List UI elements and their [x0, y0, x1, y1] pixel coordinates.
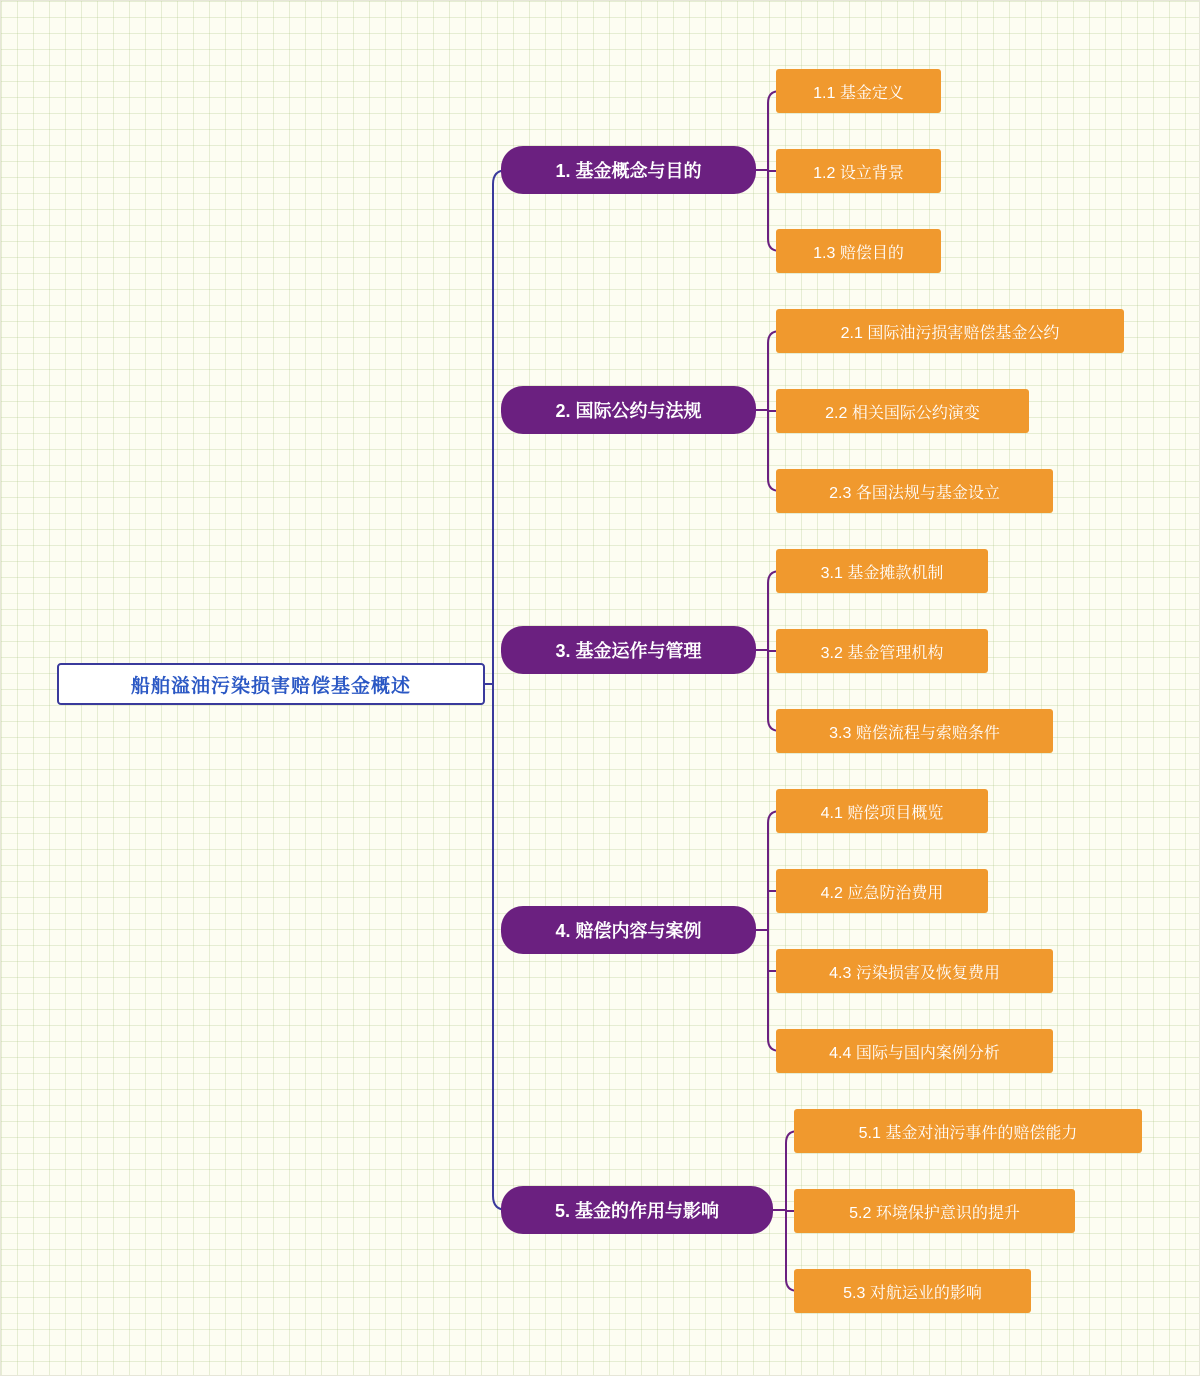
leaf-node-2-3[interactable]: 2.3 各国法规与基金设立 — [776, 469, 1053, 513]
leaf-node-3-1[interactable]: 3.1 基金摊款机制 — [776, 549, 988, 593]
leaf-node-4-4[interactable]: 4.4 国际与国内案例分析 — [776, 1029, 1053, 1073]
root-node[interactable]: 船舶溢油污染损害赔偿基金概述 — [57, 663, 485, 705]
branch-node-4[interactable]: 4. 赔偿内容与案例 — [501, 906, 756, 954]
leaf-node-1-3[interactable]: 1.3 赔偿目的 — [776, 229, 941, 273]
leaf-node-4-3[interactable]: 4.3 污染损害及恢复费用 — [776, 949, 1053, 993]
leaf-node-5-3[interactable]: 5.3 对航运业的影响 — [794, 1269, 1031, 1313]
leaf-node-4-2[interactable]: 4.2 应急防治费用 — [776, 869, 988, 913]
leaf-node-1-2[interactable]: 1.2 设立背景 — [776, 149, 941, 193]
leaf-node-3-2[interactable]: 3.2 基金管理机构 — [776, 629, 988, 673]
branch-node-5[interactable]: 5. 基金的作用与影响 — [501, 1186, 773, 1234]
branch-node-3[interactable]: 3. 基金运作与管理 — [501, 626, 756, 674]
leaf-node-3-3[interactable]: 3.3 赔偿流程与索赔条件 — [776, 709, 1053, 753]
leaf-node-5-1[interactable]: 5.1 基金对油污事件的赔偿能力 — [794, 1109, 1142, 1153]
leaf-node-2-1[interactable]: 2.1 国际油污损害赔偿基金公约 — [776, 309, 1124, 353]
branch-node-2[interactable]: 2. 国际公约与法规 — [501, 386, 756, 434]
leaf-node-1-1[interactable]: 1.1 基金定义 — [776, 69, 941, 113]
leaf-node-4-1[interactable]: 4.1 赔偿项目概览 — [776, 789, 988, 833]
branch-node-1[interactable]: 1. 基金概念与目的 — [501, 146, 756, 194]
leaf-node-2-2[interactable]: 2.2 相关国际公约演变 — [776, 389, 1029, 433]
leaf-node-5-2[interactable]: 5.2 环境保护意识的提升 — [794, 1189, 1075, 1233]
